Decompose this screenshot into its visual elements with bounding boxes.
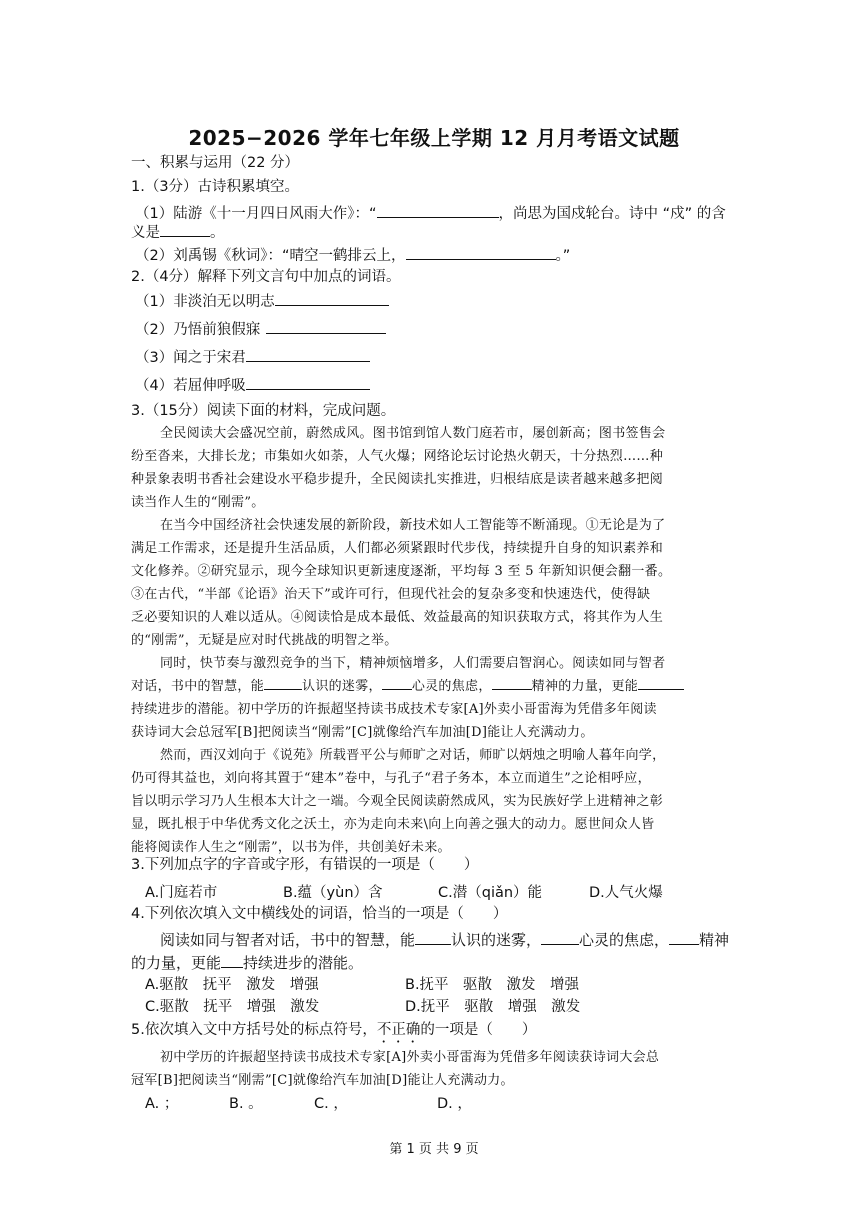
answer-blank[interactable] (266, 318, 386, 334)
q4-text: 精神 (699, 931, 730, 949)
section-heading: 一、积累与运用（22 分） (131, 155, 300, 171)
q4-text: 心灵的焦虑， (579, 931, 670, 949)
q1-item-1-text-c: 义是 (131, 225, 160, 241)
q4-blank (541, 929, 579, 945)
q3-1-option-c[interactable]: C.潜（qiǎn）能 (438, 885, 543, 901)
passage-line: 然而，西汉刘向于《说苑》所载晋平公与师旷之对话，师旷以炳烛之明喻人暮年向学， (160, 748, 666, 763)
passage-line: 纷至沓来，大排长龙；市集如火如荼，人气火爆；网络论坛讨论热火朝天，十分热烈……种 (131, 449, 664, 464)
q5-emphasis: 不正确 (376, 1022, 421, 1038)
answer-blank[interactable] (246, 374, 370, 390)
q5-option-b[interactable]: B. 。 (229, 1096, 263, 1112)
passage-blank (492, 676, 532, 690)
q1-item-1-cont (131, 221, 225, 243)
q5-option-a[interactable]: A. ； (145, 1096, 179, 1112)
q4-passage-line-1 (160, 929, 729, 950)
passage-line: 同时，快节奏与激烈竞争的当下，精神烦恼增多，人们需要启智润心。阅读如同与智者 (160, 656, 666, 671)
passage-blank (382, 676, 412, 690)
passage-line: 满足工作需求，还是提升生活品质，人们都必须紧跟时代步伐，持续提升自身的知识素养和 (131, 541, 664, 556)
q5-passage-line: 初中学历的许振超坚持读书成技术专家[A]外卖小哥雷海为凭借多年阅读获诗词大会总 (160, 1050, 660, 1065)
passage-blank (638, 676, 684, 690)
passage-line: 获诗词大会总冠军[B]把阅读当“刚需”[C]就像给汽车加油[D]能让人充满动力。 (131, 725, 594, 740)
q2-item-2 (135, 318, 386, 340)
passage-text: 对话，书中的智慧，能 (131, 679, 265, 694)
q5-passage-line: 冠军[B]把阅读当“刚需”[C]就像给汽车加油[D]能让人充满动力。 (131, 1073, 514, 1088)
q4-passage-line-2 (131, 952, 363, 973)
q4-text: 认识的迷雾， (451, 931, 542, 949)
q3-1-option-b[interactable]: B.蕴（yùn）含 (283, 885, 383, 901)
passage-text: 认识的迷雾， (302, 679, 382, 694)
q5-option-d[interactable]: D. ， (437, 1096, 472, 1112)
q1-item-2 (135, 244, 570, 266)
q1-item-1-text-d: 。 (210, 225, 225, 241)
q1-heading: 1.（3分）古诗积累填空。 (131, 179, 300, 195)
q4-text: 阅读如同与智者对话，书中的智慧，能 (160, 931, 416, 949)
q1-item-1-text-b: ，尚思为国戍轮台。诗中 “戍” 的含 (498, 206, 726, 222)
q4-stem: 4.下列依次填入文中横线处的词语，恰当的一项是（ ） (131, 906, 508, 922)
q2-item-4-text: （4）若屈伸呼吸 (135, 378, 246, 394)
q5-stem-text: 的一项是（ ） (420, 1022, 537, 1038)
answer-blank[interactable] (377, 202, 499, 218)
answer-blank[interactable] (246, 346, 370, 362)
passage-line: 在当今中国经济社会快速发展的新阶段，新技术如人工智能等不断涌现。①无论是为了 (160, 518, 666, 533)
q3-heading: 3.（15分）阅读下面的材料，完成问题。 (131, 403, 396, 419)
q5-stem (131, 1020, 536, 1046)
q4-option-b[interactable]: B.抚平 驱散 激发 增强 (405, 977, 580, 993)
q4-option-c[interactable]: C.驱散 抚平 增强 激发 (145, 999, 320, 1015)
q1-item-2-text-a: （2）刘禹锡《秋词》：“晴空一鹤排云上， (135, 248, 406, 264)
q2-item-4 (135, 374, 370, 396)
q4-blank (221, 952, 243, 968)
q5-stem-text: 5.依次填入文中方括号处的标点符号， (131, 1022, 377, 1038)
passage-line: 的“刚需”，无疑是应对时代挑战的明智之举。 (131, 633, 398, 648)
page-footer: 第 1 页 共 9 页 (389, 1142, 479, 1157)
passage-line: 旨以明示学习乃人生根本大计之一端。今观全民阅读蔚然成风，实为民族好学上进精神之彰 (131, 794, 664, 809)
q4-option-a[interactable]: A.驱散 抚平 激发 增强 (145, 977, 319, 993)
q4-text: 持续进步的潜能。 (243, 954, 364, 972)
passage-line: 仍可得其益也，刘向将其置于“建本”卷中，与孔子“君子务本，本立而道生”之论相呼应， (131, 771, 651, 786)
q2-item-3 (135, 346, 370, 368)
passage-line: 显，既扎根于中华优秀文化之沃土，亦为走向未来\向上向善之强大的动力。愿世间众人皆 (131, 817, 655, 832)
page-title: 2025−2026 学年七年级上学期 12 月月考语文试题 (188, 126, 680, 150)
passage-line: 持续进步的潜能。初中学历的许振超坚持读书成技术专家[A]外卖小哥雷海为凭借多年阅读 (131, 702, 657, 717)
answer-blank[interactable] (406, 244, 556, 260)
q3-1-option-d[interactable]: D.人气火爆 (589, 885, 663, 901)
q4-option-d[interactable]: D.抚平 驱散 增强 激发 (405, 999, 581, 1015)
q2-heading: 2.（4分）解释下列文言句中加点的词语。 (131, 269, 401, 285)
answer-blank[interactable] (275, 290, 389, 306)
q2-item-1 (135, 290, 389, 312)
q3-1-option-a[interactable]: A.门庭若市 (145, 885, 218, 901)
q4-blank (415, 929, 451, 945)
passage-line (131, 675, 739, 698)
q4-blank (669, 929, 699, 945)
passage-line: 种景象表明书香社会建设水平稳步提升，全民阅读扎实推进，归根结底是读者越来越多把阅 (131, 472, 664, 487)
passage-text: 心灵的焦虑， (411, 679, 492, 694)
q2-item-2-text: （2）乃悟前狼假寐 (135, 322, 261, 338)
q2-item-1-text: （1）非淡泊无以明志 (135, 294, 275, 310)
passage-line: 乏必要知识的人难以适从。④阅读恰是成本最低、效益最高的知识获取方式，将其作为人生 (131, 610, 664, 625)
q1-item-1-text-a: （1）陆游《十一月四日风雨大作》：“ (135, 206, 377, 222)
q2-item-3-text: （3）闻之于宋君 (135, 350, 246, 366)
passage-line: 全民阅读大会盛况空前，蔚然成风。图书馆到馆人数门庭若市，屡创新高；图书签售会 (160, 426, 666, 441)
q4-text: 的力量，更能 (131, 954, 222, 972)
q5-option-c[interactable]: C. ， (314, 1096, 348, 1112)
q1-item-2-text-b: 。” (555, 248, 571, 264)
passage-line: ③在古代，“半部《论语》治天下”或许可行，但现代社会的复杂多变和快速迭代，使得缺 (131, 587, 651, 602)
passage-text: 精神的力量，更能 (531, 679, 639, 694)
passage-line: 能将阅读作人生之“刚需”，以书为伴，共创美好未来。 (131, 840, 451, 855)
passage-line: 读当作人生的“刚需”。 (131, 495, 265, 510)
passage-blank (264, 676, 302, 690)
q3-1-stem: 3.下列加点字的字音或字形，有错误的一项是（ ） (131, 857, 479, 873)
passage-line: 文化修养。②研究显示，现今全球知识更新速度逐渐，平均每 3 至 5 年新知识便会翻一番。 (131, 564, 672, 579)
answer-blank[interactable] (160, 221, 210, 237)
